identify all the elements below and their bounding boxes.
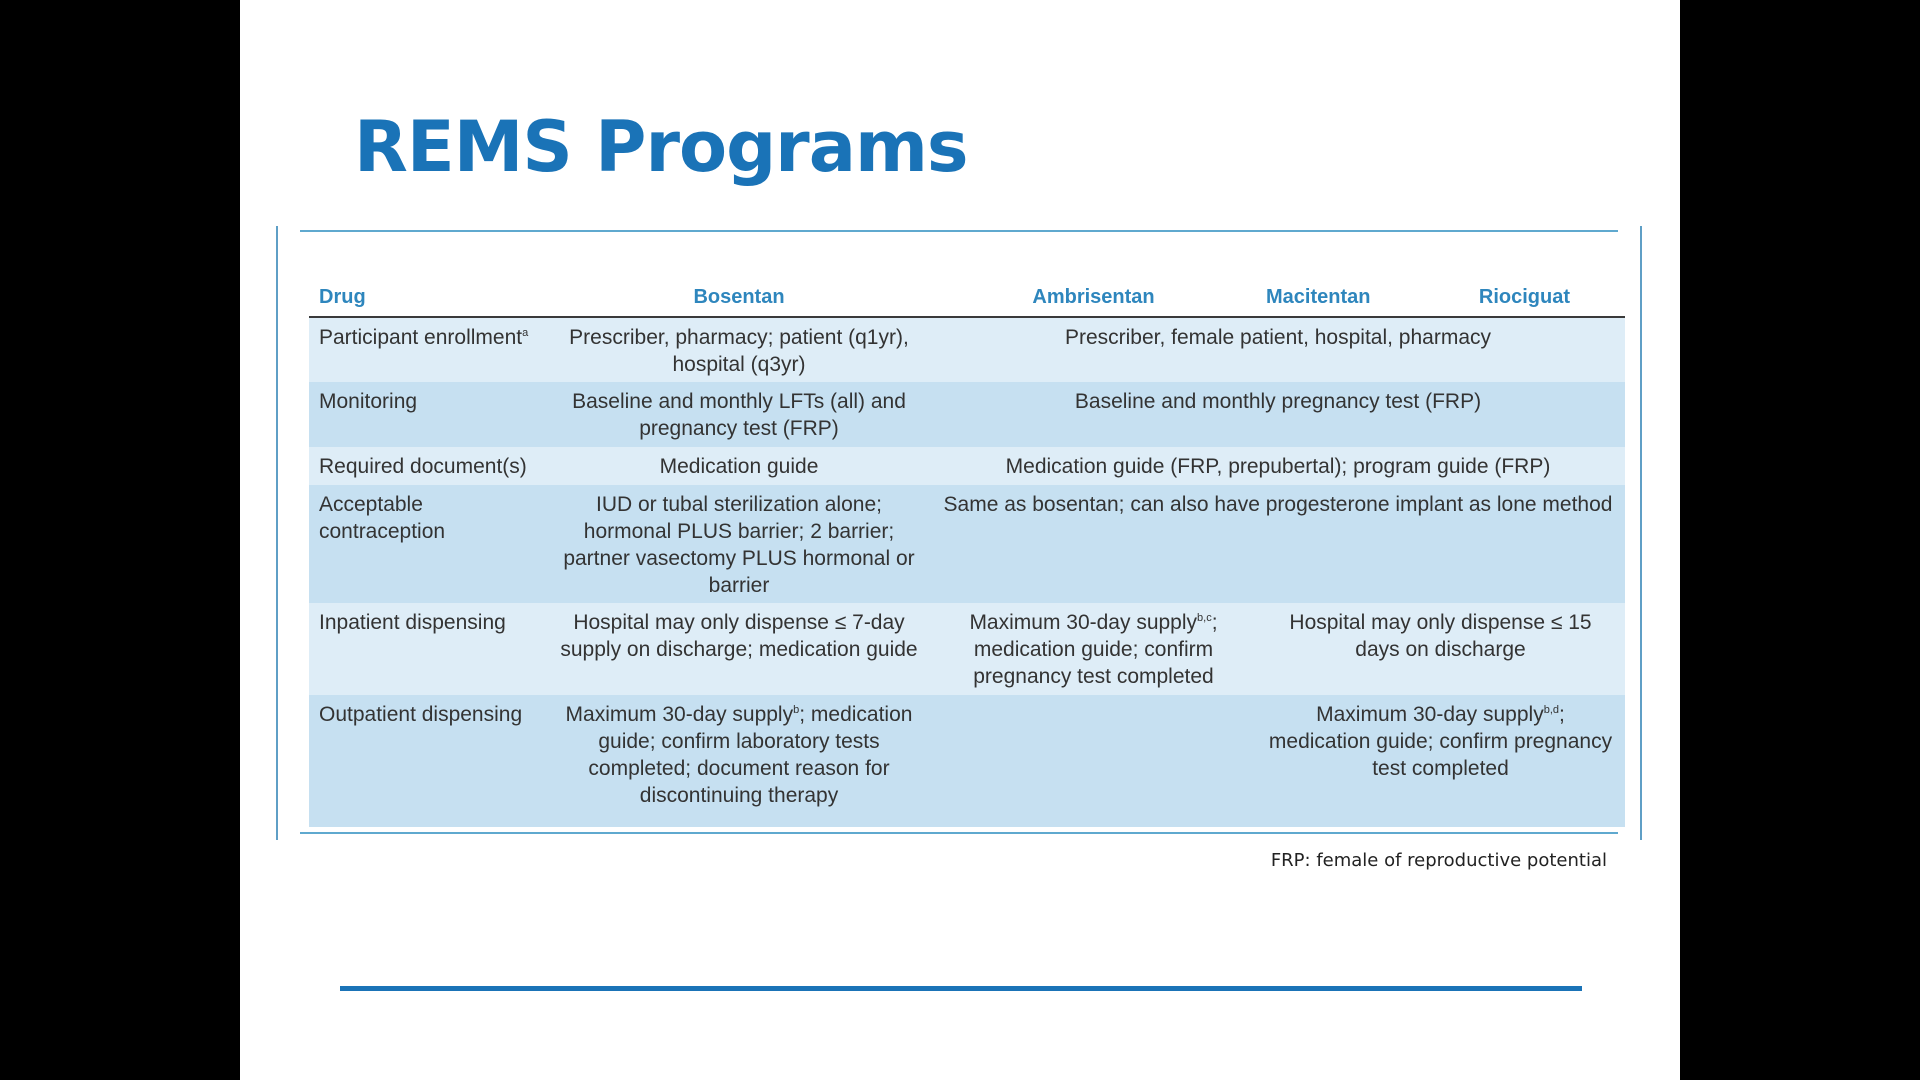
rems-table	[309, 278, 1625, 827]
header-riociguat: Riociguat	[1478, 285, 1570, 308]
cell-text: ; medication guide; confirm pregnancy test completed	[1268, 703, 1613, 780]
cell-monitoring-others: Baseline and monthly pregnancy test (FRP)	[931, 382, 1625, 447]
footnote-marker: a	[522, 327, 529, 339]
row-label-monitoring: Monitoring	[309, 382, 547, 447]
row-label-inpatient: Inpatient dispensing	[309, 603, 547, 695]
frame-right-border	[1640, 226, 1642, 840]
frp-footnote: FRP: female of reproductive potential	[1270, 850, 1607, 871]
cell-outpatient-ambrisentan	[931, 695, 1256, 827]
cell-enrollment-bosentan: Prescriber, pharmacy; patient (q1yr), hospital (q3yr)	[547, 317, 931, 382]
bottom-accent-rule	[340, 986, 1582, 991]
cell-contraception-others: Same as bosentan; can also have progesterone implant as lone method	[931, 485, 1625, 603]
cell-inpatient-ambrisentan	[931, 603, 1256, 695]
table-header-row	[309, 278, 1625, 317]
slide	[240, 0, 1680, 1080]
cell-documents-others: Medication guide (FRP, prepubertal); program guide (FRP)	[931, 447, 1625, 485]
cell-outpatient-macitentan-riociguat	[1256, 695, 1625, 827]
cell-inpatient-macitentan-riociguat: Hospital may only dispense ≤ 15 days on discharge	[1256, 603, 1625, 695]
cell-text: ; medication guide; confirm pregnancy test completed	[973, 611, 1218, 688]
frame-top-rule	[300, 230, 1618, 232]
cell-enrollment-others: Prescriber, female patient, hospital, pharmacy	[931, 317, 1625, 382]
frame-bottom-rule	[300, 832, 1618, 834]
row-label-text: Participant enrollment	[319, 326, 523, 349]
header-bosentan: Bosentan	[547, 278, 931, 317]
table-row-enrollment	[309, 317, 1625, 382]
header-macitentan: Macitentan	[1266, 285, 1371, 308]
cell-text: Maximum 30-day supply	[969, 611, 1198, 634]
table-row-documents	[309, 447, 1625, 485]
footnote-marker: b,c	[1197, 612, 1212, 624]
cell-text: ; medication guide; confirm laboratory tests completed; document reason for discontinuing therapy	[588, 703, 913, 807]
table-row-monitoring	[309, 382, 1625, 447]
table-row-inpatient	[309, 603, 1625, 695]
header-ambrisentan: Ambrisentan	[931, 278, 1256, 317]
footnote-marker: b,d	[1543, 704, 1560, 716]
row-label-enrollment	[309, 317, 547, 382]
footnote-marker: b	[793, 704, 800, 716]
table-row-outpatient	[309, 695, 1625, 827]
header-macitentan-riociguat	[1256, 278, 1625, 317]
row-label-outpatient: Outpatient dispensing	[309, 695, 547, 827]
row-label-contraception: Acceptable contraception	[309, 485, 547, 603]
slide-title: REMS Programs	[354, 106, 968, 188]
header-drug: Drug	[309, 278, 547, 317]
table-row-contraception	[309, 485, 1625, 603]
cell-inpatient-bosentan: Hospital may only dispense ≤ 7-day supply on discharge; medication guide	[547, 603, 931, 695]
cell-documents-bosentan: Medication guide	[547, 447, 931, 485]
cell-outpatient-bosentan	[547, 695, 931, 827]
cell-text: Maximum 30-day supply	[565, 703, 794, 726]
frame-left-border	[276, 226, 278, 840]
cell-text: Maximum 30-day supply	[1316, 703, 1544, 726]
cell-monitoring-bosentan: Baseline and monthly LFTs (all) and pregnancy test (FRP)	[547, 382, 931, 447]
cell-contraception-bosentan: IUD or tubal sterilization alone; hormonal PLUS barrier; 2 barrier; partner vasectomy PLUS hormonal or barrier	[547, 485, 931, 603]
row-label-documents: Required document(s)	[309, 447, 547, 485]
